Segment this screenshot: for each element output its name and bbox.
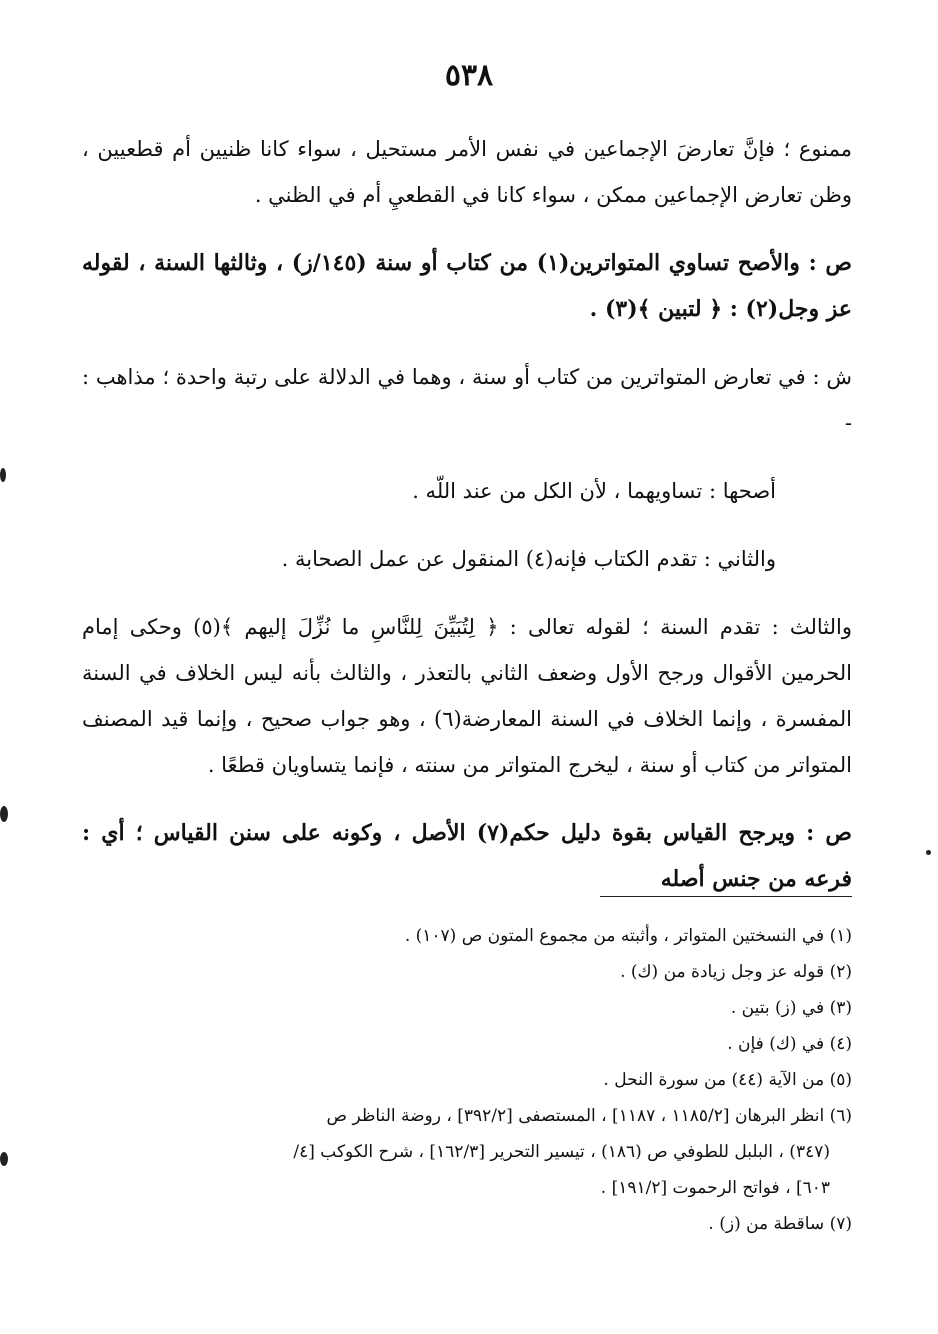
paragraph-4-first-opinion: أصحها : تساويهما ، لأن الكل من عند اللّه . [412,479,776,503]
footnote-1: (١) في النسختين المتواتر ، وأثبته من مجموع المتون ص (١٠٧) . [404,926,852,946]
footnote-4: (٤) في (ك) فإن . [727,1034,852,1054]
scan-mark [926,850,931,855]
paragraph-6-third-opinion: والثالث : تقدم السنة ؛ لقوله تعالى : ﴿ لِتُبَيِّنَ لِلنَّاسِ ما نُزِّلَ إليهم ﴾(٥) وحكى إمام الحرمين الأقوال ورجح الأول وضعف الثاني بالتعذر ، والثالث بأنه ليس الخلاف في السنة المفسرة ، وإنما الخلاف في السنة المعارضة(٦) ، وهو جواب صحيح ، وإنما قيد المصنف المتواتر من كتاب أو سنة ، ليخرج المتواتر من سنته ، فإنما يتساويان قطعًا . [82,615,853,777]
scan-mark [0,806,8,822]
scan-mark [0,1152,8,1166]
paragraph-7-text-statement: ص : ويرجح القياس بقوة دليل حكم(٧) الأصل ، وكونه على سنن القياس ؛ أي : فرعه من جنس أصله [82,820,853,892]
footnote-7: (٧) ساقطة من (ز) . [708,1214,852,1234]
main-text [82,126,852,924]
paragraph-2-text-statement: ص : والأصح تساوي المتواترين(١) من كتاب أو سنة (١٤٥/ز) ، وثالثها السنة ، لقوله عز وجل(٢) : ﴿ لتبين ﴾(٣) . [82,250,852,322]
footnote-6-continued-2: ٦٠٣] ، فواتح الرحموت [١٩١/٢] . [600,1178,830,1198]
footnotes [82,918,852,1242]
paragraph-5-second-opinion: والثاني : تقدم الكتاب فإنه(٤) المنقول عن عمل الصحابة . [281,547,776,571]
page-number: ٥٣٨ [444,58,494,93]
footnote-6: (٦) انظر البرهان [١١٨٥/٢ ، ١١٨٧] ، المستصفى [٣٩٢/٢] ، روضة الناظر ص [326,1106,852,1126]
scan-mark [0,468,6,482]
footnote-6-continued: (٣٤٧) ، البلبل للطوفي ص (١٨٦) ، تيسير التحرير [١٦٢/٣] ، شرح الكوكب [٤/ [293,1142,830,1162]
footnote-2: (٢) قوله عز وجل زيادة من (ك) . [620,962,852,982]
footnote-divider [600,896,852,897]
footnote-3: (٣) في (ز) بتين . [730,998,852,1018]
paragraph-1: ممنوع ؛ فإنَّ تعارضَ الإجماعين في نفس الأمر مستحيل ، سواء كانا ظنيين أم قطعيين ، وظن تعارض الإجماعين ممكن ، سواء كانا في القطعيِ أم في الظني . [82,137,852,207]
paragraph-3-commentary: ش : في تعارض المتواترين من كتاب أو سنة ، وهما في الدلالة على رتبة واحدة ؛ مذاهب : - [82,365,852,435]
footnote-5: (٥) من الآية (٤٤) من سورة النحل . [603,1070,852,1090]
